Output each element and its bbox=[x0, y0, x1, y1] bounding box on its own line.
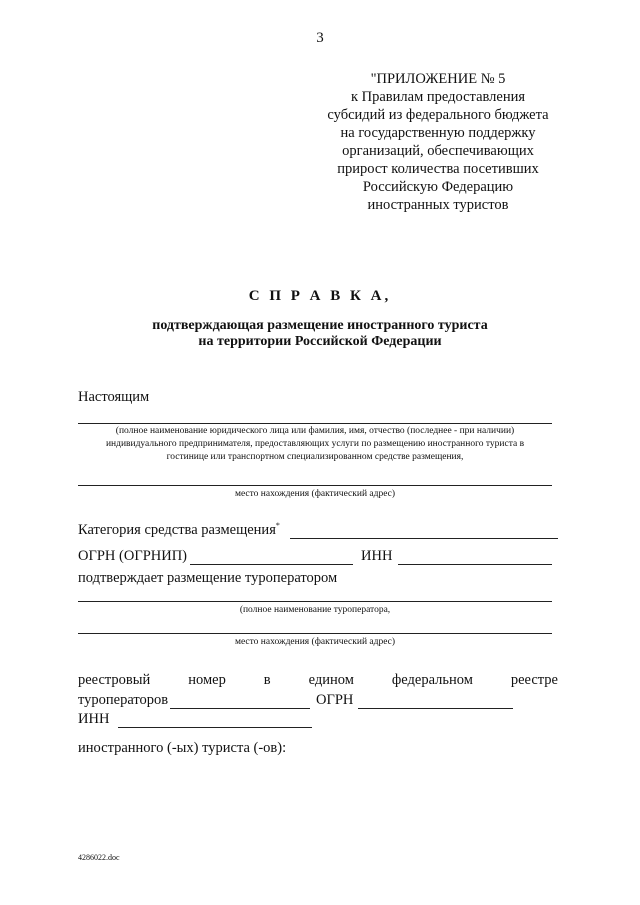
category-label-text: Категория средства размещения bbox=[78, 521, 276, 538]
caption-line: гостинице или транспортном специализированном средстве размещения, bbox=[166, 452, 464, 462]
category-label bbox=[78, 521, 280, 539]
category-field-line[interactable] bbox=[290, 538, 558, 539]
ogrn-label: ОГРН (ОГРНИП) bbox=[78, 548, 188, 564]
page-number: 3 bbox=[316, 30, 324, 46]
appendix-line: к Правилам предоставления bbox=[350, 89, 526, 105]
inn-label: ИНН bbox=[361, 548, 393, 564]
registry-line bbox=[78, 672, 558, 689]
caption-line: (полное наименование юридического лица или фамилия, имя, отчество (последнее - при наличии) bbox=[115, 426, 515, 436]
appendix-line: "ПРИЛОЖЕНИЕ № 5 bbox=[370, 71, 506, 87]
address-field-line[interactable] bbox=[78, 485, 552, 486]
entity-name-caption bbox=[62, 425, 568, 464]
appendix-line: прирост количества посетивших bbox=[337, 161, 539, 177]
tourists-label: иностранного (-ых) туриста (-ов): bbox=[78, 740, 287, 756]
entity-name-field-line[interactable] bbox=[78, 423, 552, 424]
file-name-footer: 4286022.doc bbox=[78, 853, 120, 862]
confirms-text: подтверждает размещение туроператором bbox=[78, 570, 338, 586]
appendix-line: организаций, обеспечивающих bbox=[342, 143, 534, 159]
document-subtitle bbox=[0, 318, 640, 350]
registry-word: едином bbox=[308, 672, 354, 688]
appendix-line: Российскую Федерацию bbox=[362, 179, 514, 195]
registry-word: федеральном bbox=[391, 672, 473, 688]
address-caption: место нахождения (фактический адрес) bbox=[234, 489, 396, 499]
appendix-header bbox=[318, 70, 558, 214]
appendix-line: иностранных туристов bbox=[367, 197, 509, 213]
document-title: С П Р А В К А, bbox=[248, 288, 392, 304]
caption-line: индивидуального предпринимателя, предоставляющих услуги по размещению иностранного туриста в bbox=[105, 439, 525, 449]
subtitle-line: на территории Российской Федерации bbox=[198, 334, 442, 349]
registry-word: в bbox=[263, 672, 271, 688]
intro-text: Настоящим bbox=[78, 389, 150, 405]
ogrn-field-line[interactable] bbox=[190, 564, 353, 565]
registry-word: номер bbox=[188, 672, 226, 688]
registry-number-field-line[interactable] bbox=[170, 708, 310, 709]
inn2-field-line[interactable] bbox=[118, 727, 312, 728]
operator-caption: (полное наименование туроператора, bbox=[239, 605, 391, 615]
appendix-line: субсидий из федерального бюджета bbox=[327, 107, 549, 123]
ogrn2-label: ОГРН bbox=[316, 692, 354, 708]
tour-operators-label: туроператоров bbox=[78, 692, 169, 708]
operator-name-field-line[interactable] bbox=[78, 601, 552, 602]
inn-field-line[interactable] bbox=[398, 564, 552, 565]
ogrn2-field-line[interactable] bbox=[358, 708, 513, 709]
registry-word: реестре bbox=[510, 672, 558, 688]
operator-address-caption: место нахождения (фактический адрес) bbox=[234, 637, 396, 647]
registry-word: реестровый bbox=[78, 672, 151, 688]
inn2-label: ИНН bbox=[78, 711, 110, 727]
operator-address-field-line[interactable] bbox=[78, 633, 552, 634]
appendix-line: на государственную поддержку bbox=[340, 125, 536, 141]
subtitle-line: подтверждающая размещение иностранного туриста bbox=[152, 318, 488, 333]
footnote-mark: * bbox=[275, 521, 280, 530]
